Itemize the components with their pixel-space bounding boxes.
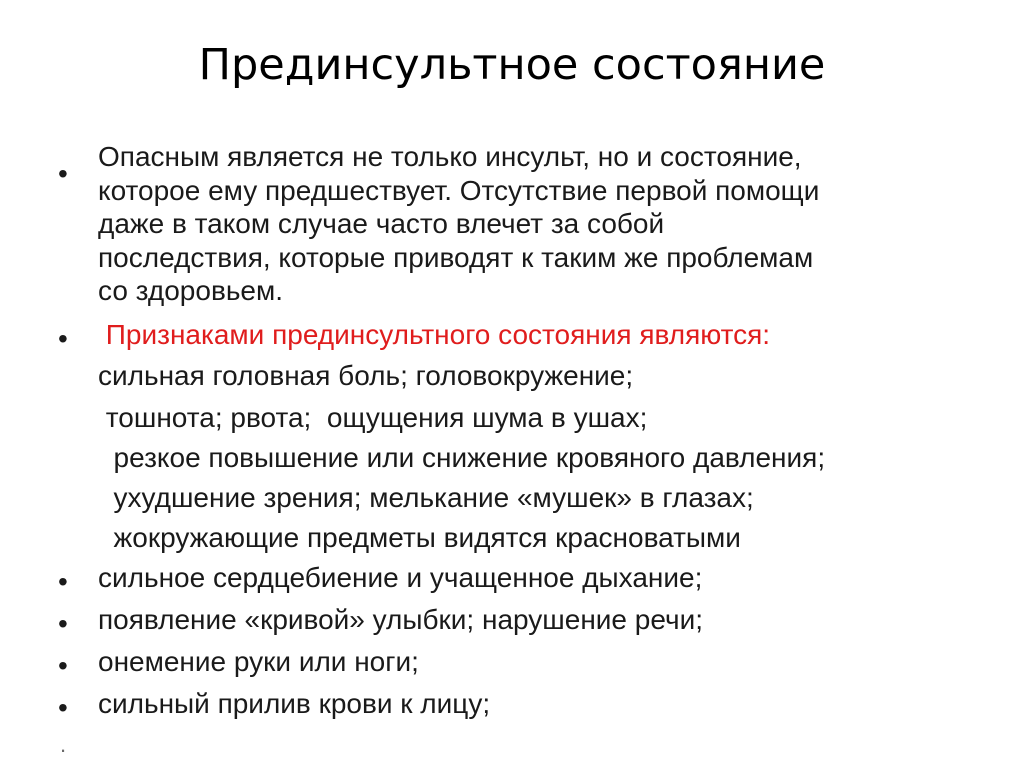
sign-line: резкое повышение или снижение кровяного давления; xyxy=(98,442,826,473)
bullet-marker: • xyxy=(58,566,68,597)
sign-line: тошнота; рвота; ощущения шума в ушах; xyxy=(98,402,648,433)
trailing-mark: . xyxy=(60,732,67,757)
list-item: сильный прилив крови к лицу; xyxy=(98,688,491,719)
bullet-marker: • xyxy=(58,158,68,189)
slide-title: Прединсультное состояние xyxy=(198,40,826,90)
list-item: появление «кривой» улыбки; нарушение речи; xyxy=(98,604,703,635)
sign-line: жокружающие предметы видятся красноватыми xyxy=(98,522,741,553)
bullet-marker: • xyxy=(58,692,68,723)
bullet-marker: • xyxy=(58,608,68,639)
sign-line: сильная головная боль; головокружение; xyxy=(98,360,634,391)
list-item: онемение руки или ноги; xyxy=(98,646,419,677)
bullet-marker: • xyxy=(58,323,68,354)
signs-heading: Признаками прединсультного состояния являются: xyxy=(98,319,771,350)
sign-line: ухудшение зрения; мелькание «мушек» в глазах; xyxy=(98,482,754,513)
bullet-marker: • xyxy=(58,650,68,681)
list-item: сильное сердцебиение и учащенное дыхание; xyxy=(98,562,703,593)
intro-paragraph: Опасным является не только инсульт, но и состояние, которое ему предшествует. Отсутствие первой помощи даже в таком случае часто влечет за собой последствия, которые приводят к таким же проблемам со здоровьем. xyxy=(98,141,820,307)
